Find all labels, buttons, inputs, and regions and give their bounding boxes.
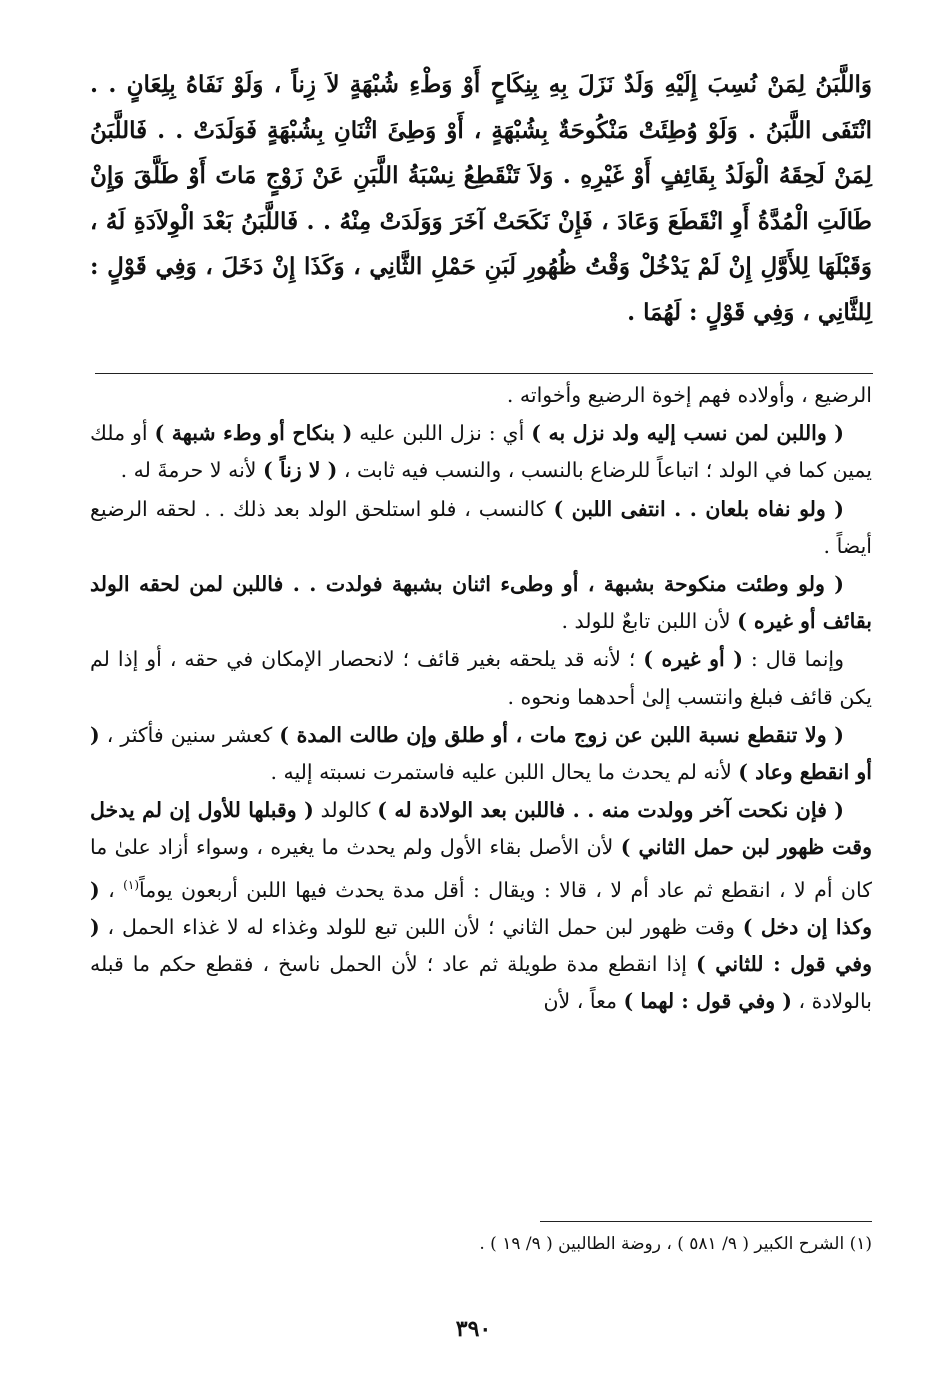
commentary-section (90, 377, 872, 1021)
quoted-matn: ( وفي قول : للثاني ) (90, 914, 872, 976)
commentary-text: وإنما قال : (742, 647, 844, 672)
commentary-text: كعشر سنين فأكثر ، (99, 722, 280, 747)
quoted-matn: ( ولو وطئت منكوحة بشبهة ، أو وطىء اثنان بشبهة فولدت . . فاللبن لمن لحقه الولد بقائف أو غيره ) (90, 572, 872, 634)
quoted-matn: ( ولو نفاه بلعان . . انتفى اللبن ) (553, 496, 844, 521)
page-number: ٣٩٠ (455, 1316, 492, 1342)
quoted-matn: ( لا زناً ) (262, 458, 338, 483)
quoted-matn: ( أو انقطع وعاد ) (90, 722, 872, 785)
matn-section (90, 62, 872, 335)
commentary-text: أي : نزل اللبن عليه (352, 421, 532, 446)
section-divider (95, 373, 873, 374)
quoted-matn: ( ولا تنقطع نسبة اللبن عن زوج مات ، أو طلق وإن طالت المدة ) (279, 722, 845, 747)
commentary-text: لأنه لم يحدث ما يحال اللبن عليه فاستمرت نسبته إليه . (270, 760, 739, 785)
commentary-paragraph (90, 415, 872, 489)
quoted-matn: ( بنكاح أو وطء شبهة ) (154, 421, 353, 446)
quoted-matn: ( وكذا إن دخل ) (90, 877, 872, 939)
commentary-paragraph (90, 641, 872, 715)
commentary-paragraph (90, 566, 872, 640)
quoted-matn: ( أو غيره ) (643, 647, 743, 672)
footnote-divider (540, 1221, 872, 1222)
quoted-matn: ( وقبلها للأول إن لم يدخل وقت ظهور لبن حمل الثاني ) (90, 798, 872, 860)
matn-paragraph: وَاللَّبَنُ لِمَنْ نُسِبَ إِلَيْهِ وَلَدٌ نَزَلَ بِهِ بِنِكَاحٍ أَوْ وَطْءِ شُبْهَةٍ لاَ زِناً ، وَلَوْ نَفَاهُ بِلِعَانٍ . . انْتَفَى اللَّبَنُ . وَلَوْ وُطِئَتْ مَنْكُوحَةٌ بِشُبْهَةٍ ، أَوْ وَطِئَ اثْنَانِ بِشُبْهَةٍ فَوَلَدَتْ . . فَاللَّبَنُ لِمَنْ لَحِقَهُ الْوَلَدُ بِقَائِفٍ أَوْ غَيْرِهِ . وَلاَ تَنْقَطِعُ نِسْبَةُ اللَّبَنِ عَنْ زَوْجٍ مَاتَ أَوْ طَلَّقَ وَإِنْ طَالَتِ الْمُدَّةُ أَوِ انْقَطَعَ وَعَادَ ، فَإِنْ نَكَحَتْ آخَرَ وَوَلَدَتْ مِنْهُ . . فَاللَّبَنُ بَعْدَ الْوِلاَدَةِ لَهُ ، وَقَبْلَهَا لِلأَوَّلِ إِنْ لَمْ يَدْخُلْ وَقْتُ ظُهُورِ لَبَنِ حَمْلِ الثَّانِي ، وَكَذَا إِنْ دَخَلَ ، وَفِي قَوْلٍ : لِلثَّانِي ، وَفِي قَوْلٍ : لَهُمَا . (90, 71, 873, 326)
commentary-text: لأن الأصل بقاء الأول ولم يحدث ما يغيره ، وسواء أزاد علىٰ ما كان أم لا ، انقطع ثم عاد أم لا ، قالا : ويقال : أقل مدة يحدث فيها اللبن أربعون يوماً (90, 835, 872, 902)
commentary-paragraph (90, 717, 872, 791)
commentary-text: ؛ لأنه قد يلحقه بغير قائف ؛ لانحصار الإمكان في حقه ، أو إذا لم يكن قائف فبلغ وانتسب إلىٰ أحدهما ونحوه . (90, 647, 872, 709)
commentary-text: وقت ظهور لبن حمل الثاني ؛ لأن اللبن تبع للولد وغذاء له لا غذاء الحمل ، (99, 914, 743, 939)
commentary-text: إذا انقطع مدة طويلة ثم عاد ؛ لأن الحمل ناسخ ، فقطع حكم ما قبله بالولادة ، (90, 951, 872, 1014)
commentary-text: الرضيع ، وأولاده فهم إخوة الرضيع وأخواته . (506, 383, 872, 407)
commentary-text: كالولد (313, 798, 378, 823)
commentary-text: ، (99, 877, 124, 902)
commentary-text: لأن اللبن تابعٌ للولد . (561, 609, 738, 634)
quoted-matn: ( وفي قول : لهما ) (623, 989, 792, 1014)
footnote: (١) الشرح الكبير ( ٩/ ٥٨١ ) ، روضة الطالبين ( ٩/ ١٩ ) . (479, 1234, 872, 1254)
commentary-paragraph (90, 377, 872, 414)
commentary-text: لأنه لا حرمةَ له . (120, 458, 263, 483)
quoted-matn: ( فإن نكحت آخر وولدت منه . . فاللبن بعد الولادة له ) (377, 798, 845, 823)
commentary-text: أو ملك يمين كما في الولد ؛ اتباعاً للرضاع بالنسب ، والنسب فيه ثابت ، (90, 421, 872, 483)
matn-text (90, 62, 872, 335)
commentary-paragraph (90, 491, 872, 565)
commentary-paragraph (90, 792, 872, 1020)
quoted-matn: ( واللبن لمن نسب إليه ولد نزل به ) (531, 421, 845, 446)
commentary-text: كالنسب ، فلو استلحق الولد بعد ذلك . . لحقه الرضيع أيضاً . (90, 496, 872, 558)
commentary-text: معاً ، لأن (543, 989, 624, 1014)
footnote-marker: (١) (123, 877, 139, 892)
